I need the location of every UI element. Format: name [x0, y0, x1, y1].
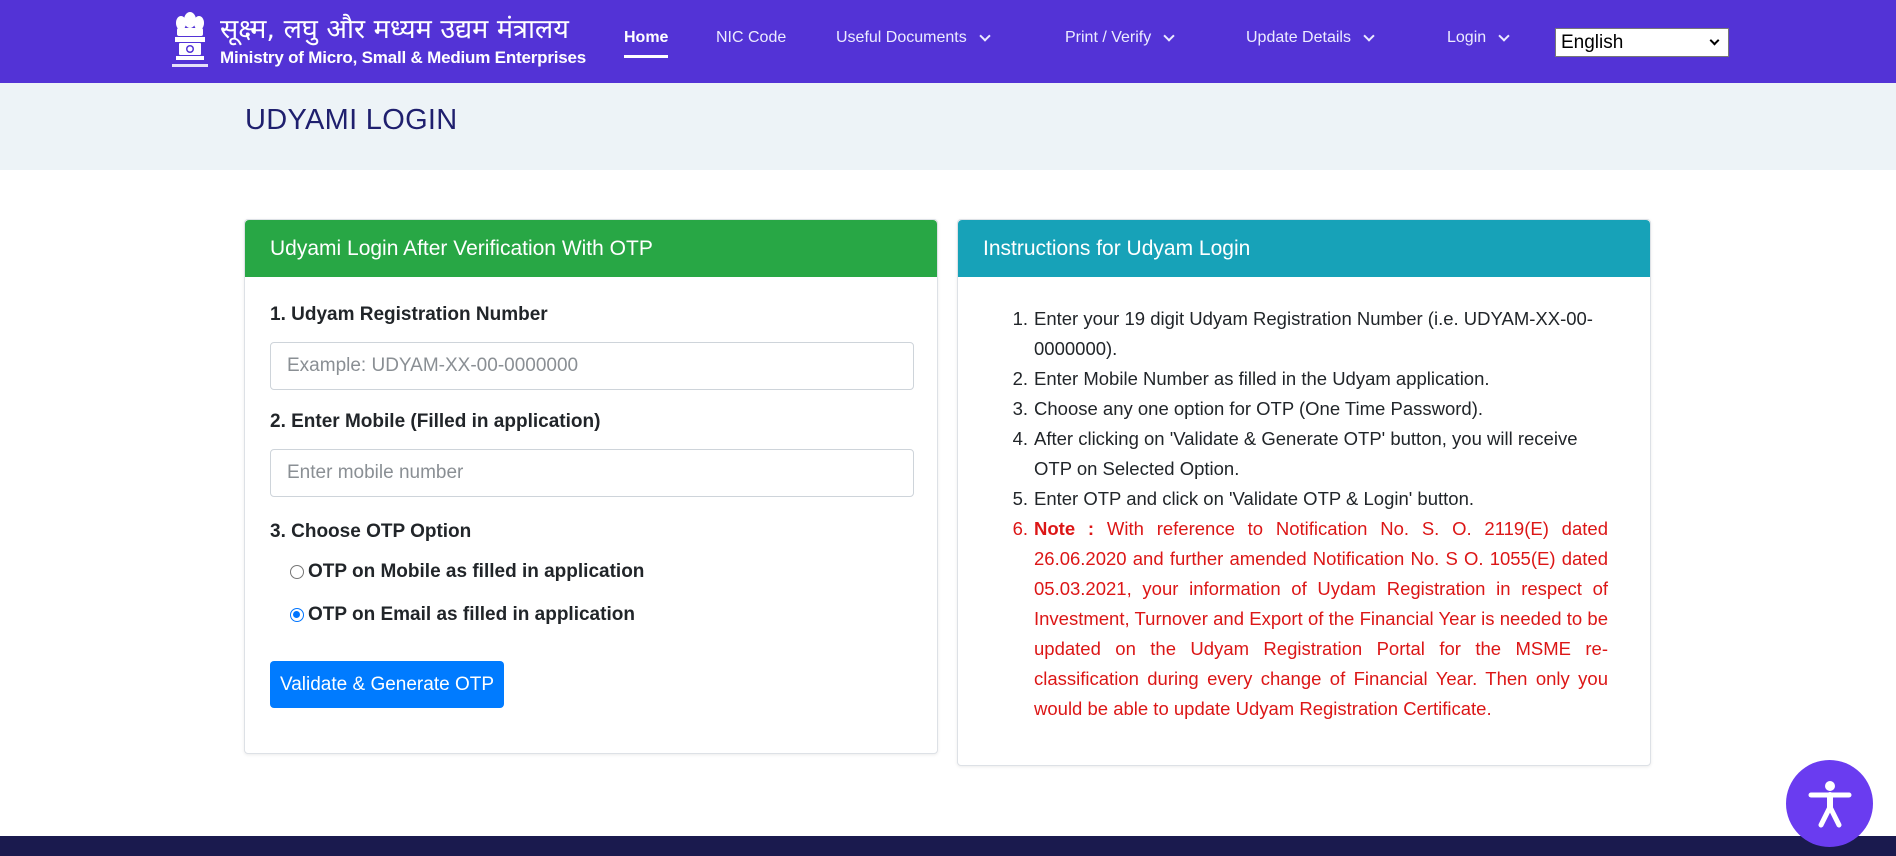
footer [0, 836, 1896, 856]
otp-mobile-option-label: OTP on Mobile as filled in application [308, 561, 645, 582]
mobile-input[interactable]: Enter mobile number [270, 449, 914, 497]
nav-update-details-label: Update Details [1246, 29, 1351, 46]
udyam-number-label: 1. Udyam Registration Number [270, 304, 548, 325]
list-item-number: 5. [1012, 488, 1028, 509]
note-label: Note : [1034, 518, 1095, 539]
list-item-text: Enter your 19 digit Udyam Registration Number (i.e. UDYAM-XX-00-0000000). [1034, 308, 1593, 359]
nav-login[interactable] [1447, 22, 1508, 54]
top-navbar [0, 0, 1896, 83]
otp-mobile-radio[interactable] [290, 565, 304, 579]
chevron-down-icon [1498, 30, 1509, 41]
list-item-number: 4. [1012, 428, 1028, 449]
nav-home[interactable] [624, 22, 668, 54]
list-item [1010, 424, 1608, 484]
national-emblem-icon [168, 6, 212, 76]
list-item-text: After clicking on 'Validate & Generate OTP' button, you will receive OTP on Selected Option. [1034, 428, 1578, 479]
list-item-number: 2. [1012, 368, 1028, 389]
mobile-label: 2. Enter Mobile (Filled in application) [270, 411, 601, 432]
list-item-text: Choose any one option for OTP (One Time Password). [1034, 398, 1484, 419]
note-text: With reference to Notification No. S. O. 2119(E) dated 26.06.2020 and further amended Notification No. S O. 1055(E) dated 05.03.2021, your information of Uydam Registration in respect of Investment, Turnover and Export of the Financial Year is needed to be updated on the Udyam Registration Portal for the MSME re-classification during every change of Financial Year. Then only you would be able to update Udyam Registration Certificate. [1034, 518, 1608, 719]
nav-print-verify[interactable] [1065, 22, 1173, 54]
list-item-number: 6. [1012, 518, 1028, 539]
otp-email-option[interactable] [290, 604, 635, 626]
nav-login-label: Login [1447, 29, 1487, 46]
list-item [1010, 304, 1608, 364]
instructions-list [1010, 304, 1608, 724]
list-item-text: Enter OTP and click on 'Validate OTP & Login' button. [1034, 488, 1475, 509]
nav-useful-documents[interactable] [836, 22, 989, 54]
chevron-down-icon [979, 30, 990, 41]
chevron-down-icon [1363, 30, 1374, 41]
otp-email-radio[interactable] [290, 608, 304, 622]
otp-option-label: 3. Choose OTP Option [270, 521, 472, 542]
instructions-card [957, 219, 1651, 766]
nav-useful-documents-label: Useful Documents [836, 29, 967, 46]
accessibility-icon [1808, 780, 1852, 828]
chevron-down-icon [1164, 30, 1175, 41]
login-card [244, 219, 938, 754]
language-select[interactable] [1555, 28, 1729, 57]
page-title: UDYAMI LOGIN [245, 104, 458, 136]
list-item [1010, 364, 1608, 394]
list-item-number: 3. [1012, 398, 1028, 419]
login-card-header: Udyami Login After Verification With OTP [245, 220, 937, 277]
otp-mobile-option[interactable] [290, 561, 644, 583]
nav-nic-code[interactable] [716, 22, 786, 54]
ministry-name-english: Ministry of Micro, Small & Medium Enterprises [220, 48, 587, 67]
nav-print-verify-label: Print / Verify [1065, 29, 1152, 46]
validate-generate-otp-button[interactable]: Validate & Generate OTP [270, 661, 504, 708]
chevron-down-icon [1710, 36, 1720, 46]
list-item [1010, 484, 1608, 514]
list-item-number: 1. [1012, 308, 1028, 329]
nav-update-details[interactable] [1246, 22, 1373, 54]
language-select-value: English [1561, 31, 1624, 53]
accessibility-button[interactable] [1786, 760, 1873, 847]
nav-home-label: Home [624, 29, 669, 46]
note-item [1010, 514, 1608, 724]
note-text-block [1034, 514, 1608, 724]
otp-email-option-label: OTP on Email as filled in application [308, 604, 635, 625]
list-item [1010, 394, 1608, 424]
ministry-name-hindi: सूक्ष्म, लघु और मध्यम उद्यम मंत्रालय [220, 14, 569, 45]
udyam-number-input[interactable]: Example: UDYAM-XX-00-0000000 [270, 342, 914, 390]
nav-nic-code-label: NIC Code [716, 29, 787, 46]
brand-logo[interactable] [168, 4, 586, 78]
list-item-text: Enter Mobile Number as filled in the Udyam application. [1034, 368, 1490, 389]
instructions-card-header: Instructions for Udyam Login [958, 220, 1650, 277]
